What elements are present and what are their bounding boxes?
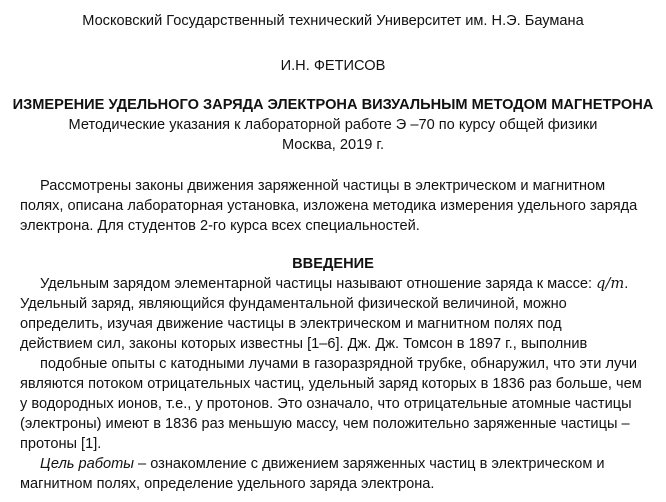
intro-section bbox=[20, 274, 660, 494]
abstract-line: полях, описана лабораторная установка, изложена методика измерения удельного заряда bbox=[20, 198, 638, 214]
goal-line-2: магнитном полях, определение удельного заряда электрона. bbox=[20, 476, 435, 492]
intro-first-line bbox=[20, 274, 660, 294]
document-subtitle: Методические указания к лабораторной работе Э –70 по курсу общей физики bbox=[68, 117, 598, 133]
intro-definition-text: Удельным зарядом элементарной частицы называют отношение заряда к массе: bbox=[40, 276, 593, 292]
intro-line: действием сил, законы которых известны [1–6]. Дж. Дж. Томсон в 1897 г., выполнив bbox=[20, 336, 588, 352]
intro-line: протоны [1]. bbox=[20, 436, 102, 452]
author-name: И.Н. ФЕТИСОВ bbox=[280, 58, 386, 74]
intro-line: подобные опыты с катодными лучами в газоразрядной трубке, обнаружил, что эти лучи bbox=[40, 356, 638, 372]
goal-text: – ознакомление с движением заряженных частиц в электрическом и bbox=[133, 456, 605, 472]
document-title: ИЗМЕРЕНИЕ УДЕЛЬНОГО ЗАРЯДА ЭЛЕКТРОНА ВИЗУАЛЬНЫМ МЕТОДОМ МАГНЕТРОНА bbox=[12, 97, 654, 113]
goal-line bbox=[20, 454, 660, 474]
abstract-paragraph bbox=[20, 176, 660, 236]
specific-charge-formula: q/m bbox=[596, 275, 625, 292]
goal-label: Цель работы bbox=[40, 456, 134, 472]
intro-heading: ВВЕДЕНИЕ bbox=[292, 256, 374, 272]
intro-line: у водородных ионов, т.е., у протонов. Это означало, что отрицательные атомные частицы bbox=[20, 396, 632, 412]
intro-line: (электроны) имеют в 1836 раз меньшую массу, чем положительно заряженные частицы – bbox=[20, 416, 630, 432]
abstract-line: электрона. Для студентов 2-го курса всех специальностей. bbox=[20, 218, 420, 234]
intro-line: являются потоком отрицательных частиц, удельный заряд которых в 1836 раз больше, чем bbox=[20, 376, 642, 392]
intro-line: Удельный заряд, являющийся фундаментальной физической величиной, можно bbox=[20, 296, 567, 312]
city-year: Москва, 2019 г. bbox=[281, 137, 385, 153]
abstract-line: Рассмотрены законы движения заряженной частицы в электрическом и магнитном bbox=[40, 178, 606, 194]
title-block bbox=[0, 95, 666, 155]
formula-period: . bbox=[624, 276, 629, 292]
university-name: Московский Государственный технический Университет им. Н.Э. Баумана bbox=[82, 13, 584, 29]
intro-line: определить, изучая движение частицы в электрическом и магнитном полях под bbox=[20, 316, 562, 332]
